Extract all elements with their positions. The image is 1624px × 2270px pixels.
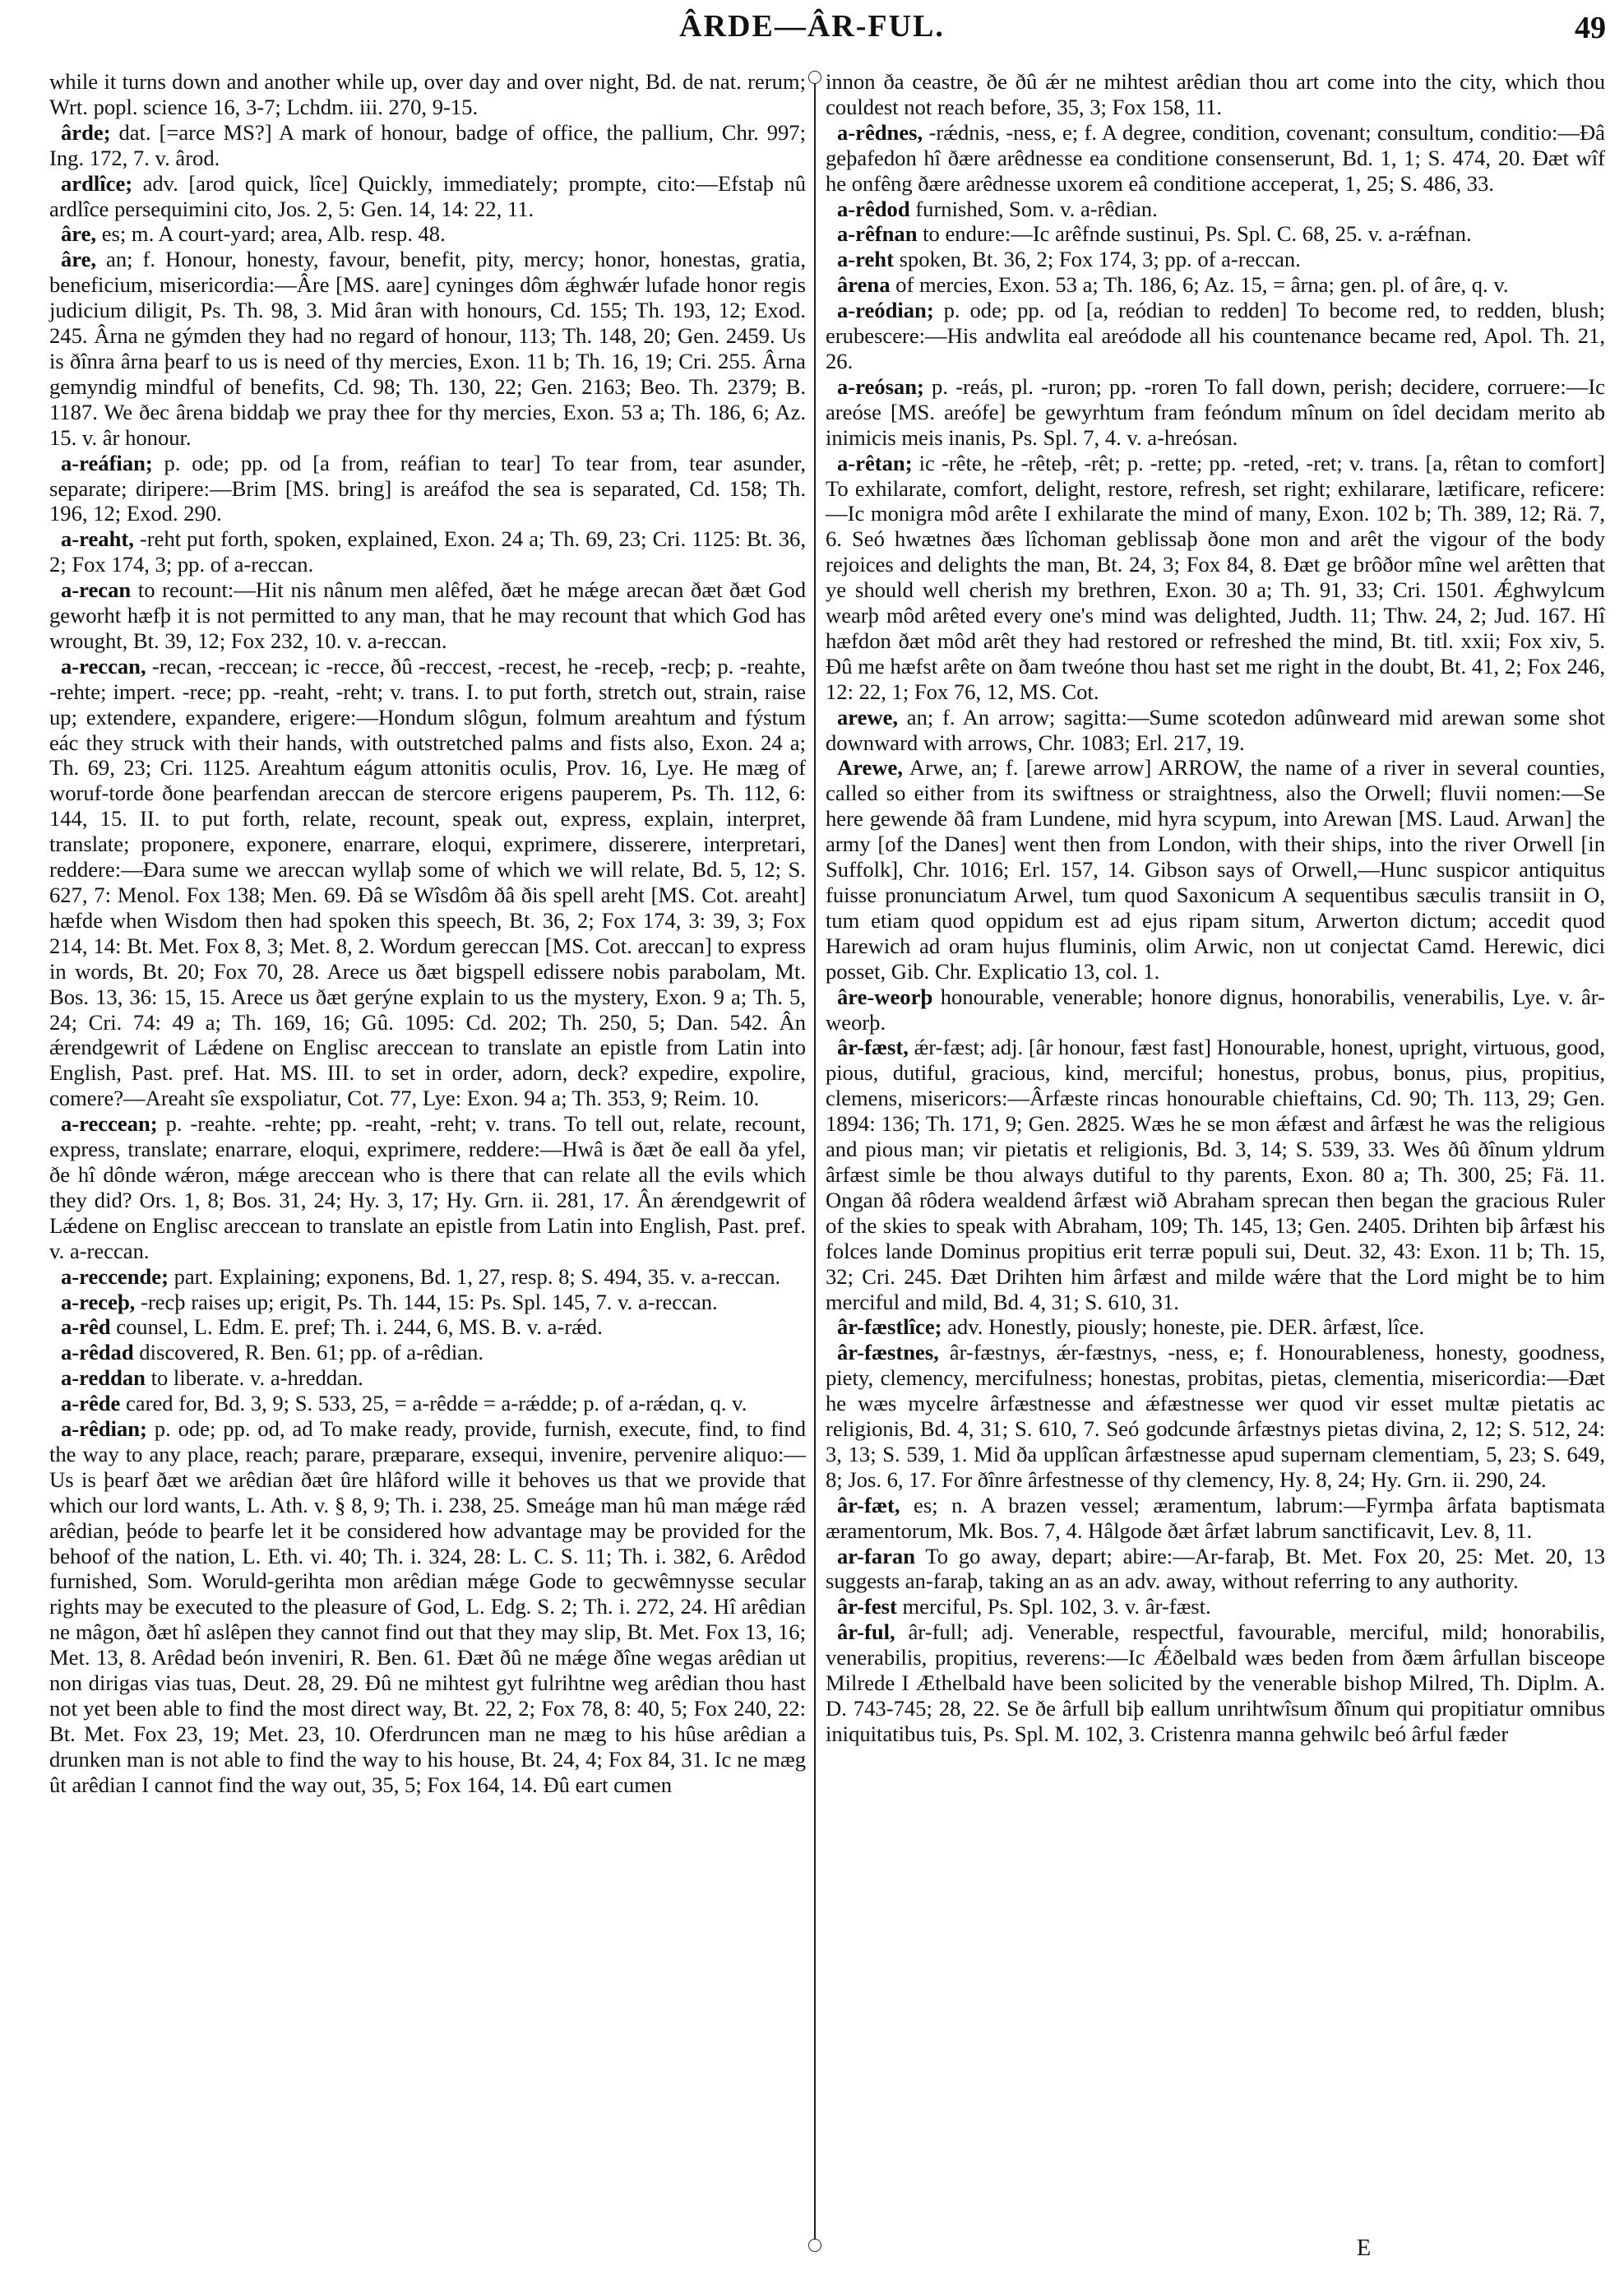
dictionary-entry — [826, 1035, 1605, 1314]
dictionary-entry — [49, 1391, 806, 1416]
entry-body: es; n. A brazen vessel; æramentum, labrum:—Fyrmþa ârfata baptismata æramentorum, Mk. Bos. 7, 4. Hâlgode ðæt ârfæt labrum sanctificavit, Lev. 8, 11. — [826, 1492, 1605, 1543]
entry-headword: a-rêdod — [837, 196, 910, 221]
dictionary-entry — [826, 984, 1605, 1035]
entry-body: ic -rête, he -rêteþ, -rêt; p. -rette; pp. -reted, -ret; v. trans. [a, rêtan to comfort] To exhilarate, comfort, delight, restore, refresh, set right; exhilarare, lætificare, reficere:—Ic monigra môd arête I exhilarate the mind of many, Exon. 102 b; Th. 389, 12; Rä. 7, 6. Seó hwætnes ðæs lîchoman geblissaþ ðone mon and arêt the vigour of the body rejoices and delights the man, Bt. 24, 3; Fox 84, 8. Ðæt ge brôðor mîne wel arêtten that ye should well cherish my brethren, Exon. 30 a; Th. 91, 33; Cri. 1501. Ǽghwylcum wearþ môd arêted every one's mind was delighted, Judth. 11; Thw. 24, 2; Jud. 167. Hî hæfdon ðæt môd arêt they had restored or refreshed the mind, Bt. titl. xxii; Fox xiv, 5. Ðû me hæfst arête on ðam tweóne thou hast set me right in the doubt, Bt. 41, 2; Fox 246, 12: 22, 1; Fox 76, 12, MS. Cot. — [826, 450, 1605, 704]
dictionary-entry — [49, 1416, 806, 1798]
dictionary-entry — [826, 272, 1605, 298]
divider-ornament-bottom — [808, 2239, 821, 2252]
entry-body: an; f. Honour, honesty, favour, benefit, pity, mercy; honor, honestas, gratia, beneficium, misericordia:—Âre [MS. aare] cyninges dôm ǽghwǽr lufade honor regis judicium diligit, Ps. Th. 98, 3. Mid âran with honours, Cd. 155; Th. 193, 12; Exod. 245. Ârna ne gýmden they had no regard of honour, 113; Th. 148, 20; Gen. 2459. Us is ðînra ârna þearf to us is need of thy mercies, Exon. 11 b; Th. 16, 19; Cri. 255. Ârna gemyndig mindful of benefits, Cd. 98; Th. 130, 22; Gen. 2163; Beo. Th. 2379; B. 1187. We ðec ârena biddaþ we pray thee for thy mercies, Exon. 53 a; Th. 186, 6; Az. 15. v. âr honour. — [49, 247, 806, 450]
entry-headword: ardlîce; — [61, 170, 133, 196]
entry-headword: a-reccan, — [61, 653, 146, 679]
entry-body: -recan, -reccean; ic -recce, ðû -reccest, -recest, he -receþ, -recþ; p. -reahte, -rehte; impert. -rece; pp. -reaht, -reht; v. trans. I. to put forth, stretch out, strain, raise up; extendere, expandere, erigere:—Hondum slôgun, folmum areahtum and fýstum eác they struck with their hands, with outstretched palms and fists also, Exon. 24 a; Th. 69, 23; Cri. 1125. Areahtum eágum attonitis oculis, Prov. 16, Lye. He mæg of woruf-torde ðone þearfendan areccan de stercore erigens pauperem, Ps. Th. 112, 6: 144, 15. II. to put forth, relate, recount, speak out, express, explain, interpret, translate; proponere, exponere, enarrare, eloqui, exprimere, disserere, interpretari, reddere:—Ðara sume we areccan wyllaþ some of which we will relate, Bd. 5, 12; S. 627, 7: Menol. Fox 138; Men. 69. Ðâ se Wîsdôm ðâ ðis spell areht [MS. Cot. areaht] hæfde when Wisdom then had spoken this speech, Bt. 36, 2; Fox 174, 3: 39, 3; Fox 214, 14: Bt. Met. Fox 8, 3; Met. 8, 2. Wordum gereccan [MS. Cot. areccan] to express in words, Bt. 20; Fox 70, 28. Arece us ðæt bigspell edissere nobis parabolam, Mt. Bos. 13, 36: 15, 15. Arece us ðæt gerýne explain to us the mystery, Exon. 9 a; Th. 5, 24; Cri. 74: 49 a; Th. 169, 16; Gû. 1095: Cd. 202; Th. 250, 5; Dan. 542. Ân ǽrendgewrit of Lǽdene on Englisc areccean to translate an epistle from Latin into English, Past. pref. Hat. MS. III. to set in order, adorn, deck? expedire, expolire, comere?—Areaht sîe exspoliatur, Cot. 77, Lye: Exon. 94 a; Th. 353, 9; Reim. 10. — [49, 653, 806, 1111]
dictionary-entry — [826, 298, 1605, 374]
left-column — [49, 69, 806, 1798]
dictionary-entry — [826, 247, 1605, 272]
entry-headword: Arewe, — [837, 755, 903, 781]
entry-body: innon ða ceastre, ðe ðû ǽr ne mihtest arêdian thou art come into the city, which thou couldest not reach before, 35, 3; Fox 158, 11. — [826, 69, 1605, 119]
entry-headword: a-reht — [837, 247, 894, 272]
dictionary-entry — [826, 1493, 1605, 1544]
entry-body: spoken, Bt. 36, 2; Fox 174, 3; pp. of a-reccan. — [893, 247, 1301, 272]
entry-headword: a-rêtan; — [837, 450, 913, 475]
dictionary-entry — [826, 1594, 1605, 1619]
entry-body: -recþ raises up; erigit, Ps. Th. 144, 15: Ps. Spl. 145, 7. v. a-reccan. — [135, 1289, 718, 1314]
page-title: ÂRDE—ÂR-FUL. — [679, 9, 945, 44]
page-header — [0, 8, 1624, 49]
entry-body: Arwe, an; f. [arewe arrow] ARROW, the name of a river in several counties, called so either from its swiftness or straightness, also the Orwell; fluvii nomen:—Se here gewende ðâ fram Lundene, mid hyra scypum, into Arewan [MS. Laud. Arwan] the army [of the Danes] went then from London, with their ships, into the river Orwell [in Suffolk], Chr. 1016; Erl. 157, 14. Gibson says of Orwell,—Hunc suspicor antiquitus fuisse pronunciatum Arwel, tum quod Saxonicum A sequentibus sæculis transiit in O, tum etiam quod oppidum est ad ejus ripam situm, Arwerton dictum; accedit quod Harewich ad oram hujus fluminis, olim Arwic, non ut conjectat Camd. Herewic, dici posset, Gib. Chr. Explicatio 13, col. 1. — [826, 755, 1605, 984]
entry-body: es; m. A court-yard; area, Alb. resp. 48. — [96, 221, 446, 247]
dictionary-entry — [49, 69, 806, 120]
entry-body: ǽr-fæst; adj. [âr honour, fæst fast] Honourable, honest, upright, virtuous, good, pious, dutiful, gracious, kind, merciful; honestus, probus, bonus, pius, propitius, clemens, misericors:—Ârfæste rincas honourable chieftains, Cd. 90; Th. 113, 29; Gen. 1894: 136; Th. 171, 9; Gen. 2825. Wæs he se mon ǽfæst and ârfæst he was the religious and pious man; vir pietatis et religionis, Bd. 3, 14; S. 539, 33. Wes ðû ðînum yldrum ârfæst simle be thou always dutiful to thy parents, Exon. 80 a; Th. 300, 25; Fä. 11. Ongan ðâ rôdera wealdend ârfæst wið Abraham sprecan then began the gracious Ruler of the skies to speak with Abraham, 109; Th. 145, 13; Gen. 2405. Drihten biþ ârfæst his folces lande Dominus propitius erit terræ populi sui, Deut. 32, 43: Exon. 11 b; Th. 15, 32; Cri. 245. Ðæt Drihten him ârfæst and milde wǽre that the Lord might be to him merciful and mild, Bd. 4, 31; S. 610, 31. — [826, 1035, 1605, 1314]
dictionary-entry — [826, 221, 1605, 247]
dictionary-entry — [826, 374, 1605, 451]
dictionary-entry — [49, 451, 806, 527]
dictionary-entry — [826, 451, 1605, 705]
entry-headword: a-recan — [61, 577, 132, 603]
entry-body: -rǽdnis, -ness, e; f. A degree, condition, covenant; consultum, conditio:—Ðâ geþafedon hî ðære arêdnesse ea conditione consenserunt, Bd. 1, 1; S. 474, 20. Ðæt wîf he onfêng ðære arêdnesse uxorem eâ conditione acceperat, 1, 25; S. 486, 33. — [826, 119, 1605, 196]
entry-headword: a-reódian; — [837, 298, 934, 323]
entry-body: while it turns down and another while up, over day and over night, Bd. de nat. rerum; Wrt. popl. science 16, 3-7; Lchdm. iii. 270, 9-15. — [49, 69, 806, 119]
entry-headword: âre, — [61, 221, 97, 247]
entry-body: p. ode; pp. od [a, reódian to redden] To become red, to redden, blush; erubescere:—His andwlita eal areódode all his countenance became red, Apol. Th. 21, 26. — [826, 298, 1605, 373]
entry-body: to endure:—Ic arêfnde sustinui, Ps. Spl. C. 68, 25. v. a-rǽfnan. — [917, 221, 1472, 247]
entry-headword: a-receþ, — [61, 1289, 136, 1314]
entry-headword: a-reósan; — [837, 373, 924, 399]
dictionary-entry — [49, 1264, 806, 1290]
entry-body: part. Explaining; exponens, Bd. 1, 27, resp. 8; S. 494, 35. v. a-reccan. — [168, 1263, 781, 1289]
dictionary-entry — [49, 120, 806, 171]
dictionary-entry — [49, 1111, 806, 1263]
dictionary-entry — [826, 1340, 1605, 1492]
entry-headword: a-rêde — [61, 1391, 121, 1416]
dictionary-entry — [49, 171, 806, 222]
entry-body: p. -reás, pl. -ruron; pp. -roren To fall down, perish; decidere, corruere:—Ic areóse [MS. areófe] be gewyrhtum fram feóndum mînum on îdel decidam merito ab inimicis meis inanis, Ps. Spl. 7, 4. v. a-hreósan. — [826, 373, 1605, 450]
entry-headword: âre-weorþ — [837, 984, 933, 1009]
entry-body: p. ode; pp. od [a from, reáfian to tear] To tear from, tear asunder, separate; diripere:—Brim [MS. bring] is areáfod the sea is separated, Cd. 158; Th. 196, 12; Exod. 290. — [49, 450, 806, 526]
dictionary-entry — [49, 1290, 806, 1315]
entry-headword: a-reáfian; — [61, 450, 153, 475]
page-number: 49 — [1575, 11, 1606, 45]
entry-body: discovered, R. Ben. 61; pp. of a-rêdian. — [133, 1340, 484, 1365]
entry-headword: a-rêdad — [61, 1340, 134, 1365]
divider-ornament-top — [808, 71, 821, 84]
dictionary-entry — [826, 705, 1605, 756]
entry-headword: a-reaht, — [61, 526, 134, 552]
entry-headword: âr-fæt, — [837, 1492, 900, 1517]
dictionary-entry — [826, 755, 1605, 984]
entry-body: an; f. An arrow; sagitta:—Sume scotedon adûnweard mid arewan some shot downward with arrows, Chr. 1083; Erl. 217, 19. — [826, 704, 1605, 755]
entry-headword: a-reddan — [61, 1365, 146, 1391]
entry-body: of mercies, Exon. 53 a; Th. 186, 6; Az. 15, = ârna; gen. pl. of âre, q. v. — [890, 272, 1509, 298]
entry-headword: a-rêdnes, — [837, 119, 923, 145]
entry-body: furnished, Som. v. a-rêdian. — [909, 196, 1158, 221]
entry-headword: ârde; — [61, 119, 111, 145]
entry-headword: a-reccean; — [61, 1111, 158, 1137]
entry-headword: a-rêdian; — [61, 1416, 147, 1442]
entry-headword: âre, — [61, 247, 97, 272]
dictionary-entry — [826, 1544, 1605, 1595]
entry-body: adv. Honestly, piously; honeste, pie. DER. ârfæst, lîce. — [942, 1314, 1425, 1340]
entry-headword: a-rêfnan — [837, 221, 918, 247]
dictionary-entry — [49, 247, 806, 450]
dictionary-entry — [49, 1365, 806, 1391]
entry-body: cared for, Bd. 3, 9; S. 533, 25, = a-rêdde = a-rǽdde; p. of a-rǽdan, q. v. — [120, 1391, 747, 1416]
entry-headword: âr-fæst, — [837, 1035, 909, 1060]
signature-mark: E — [1357, 2235, 1372, 2261]
entry-headword: a-rêd — [61, 1314, 111, 1340]
entry-body: âr-full; adj. Venerable, respectful, favourable, merciful, mild; honorabilis, venerabilis, propitius, reverens:—Ic Ǽðelbald wæs beden from ðæm ârfullan bisceope Milrede I Æthelbald have been solicited by the venerable bishop Milred, Th. Diplm. A. D. 743-745; 28, 22. Se ðe ârfull biþ eallum unrihtwîsum ðînum qui propitiatur omnibus iniquitatibus tuis, Ps. Spl. M. 102, 3. Cristenra manna gehwilc beó ârful fæder — [826, 1619, 1605, 1746]
dictionary-entry — [49, 1314, 806, 1340]
dictionary-entry — [826, 197, 1605, 222]
dictionary-entry — [826, 1314, 1605, 1340]
right-column — [826, 69, 1605, 1747]
entry-headword: âr-fest — [837, 1594, 897, 1619]
entry-body: âr-fæstnys, ǽr-fæstnys, -ness, e; f. Honourableness, honesty, goodness, piety, clemency, mercifulness; honestas, probitas, pietas, clementia, misericordia:—Ðæt he wæs mycelre ârfæstnesse and ǽfæstnesse wer quod vir esset multæ pietatis ac religionis, Bd. 4, 31; S. 610, 7. Seó godcunde ârfæstnys pietas divina, 2, 12; S. 512, 24: 3, 13; S. 539, 1. Mid ða upplîcan ârfæstnesse apud supernam clementiam, 5, 23; S. 649, 8; Jos. 6, 17. For ðînre ârfestnesse of thy clemency, Hy. 8, 24; Hy. Grn. ii. 290, 24. — [826, 1340, 1605, 1492]
entry-headword: âr-fæstnes, — [837, 1340, 939, 1365]
entry-headword: arewe, — [837, 704, 899, 730]
dictionary-entry — [49, 1340, 806, 1365]
entry-headword: âr-ful, — [837, 1619, 895, 1645]
entry-headword: ar-faran — [837, 1543, 916, 1568]
dictionary-entry — [49, 221, 806, 247]
entry-body: adv. [arod quick, lîce] Quickly, immediately; prompte, cito:—Efstaþ nû ardlîce persequimini cito, Jos. 2, 5: Gen. 14, 14: 22, 11. — [49, 170, 806, 221]
dictionary-entry — [49, 526, 806, 577]
entry-headword: âr-fæstlîce; — [837, 1314, 942, 1340]
dictionary-entry — [826, 120, 1605, 197]
entry-body: to recount:—Hit nis nânum men alêfed, ðæt he mǽge arecan ðæt ðæt God geworht hæfþ it is not permitted to any man, that he may recount that which God has wrought, Bt. 39, 12; Fox 232, 10. v. a-reccan. — [49, 577, 806, 653]
entry-body: p. ode; pp. od, ad To make ready, provide, furnish, execute, find, to find the way to any place, reach; parare, præparare, exsequi, invenire, pervenire aliquo:—Us is þearf ðæt we arêdian ðæt ûre hlâford wille it behoves us that we provide that which our lord wants, L. Ath. v. § 8, 9; Th. i. 238, 25. Smeáge man hû man mǽge rǽd arêdian, þeóde to þearfe let it be considered how advantage may be provided for the behoof of the nation, L. Eth. vi. 40; Th. i. 324, 28: L. C. S. 11; Th. i. 382, 6. Arêdod furnished, Som. Woruld-gerihta mon arêdian mǽge Gode to gecwêmnysse secular rights may be executed to the pleasure of God, L. Edg. S. 2; Th. i. 272, 24. Hî arêdian ne mâgon, ðæt hî aslêpen they cannot find out that they may slip, Bt. Met. Fox 13, 16; Met. 13, 8. Arêdad beón inveniri, R. Ben. 61. Ðæt ðû ne mǽge ðîne wegas arêdian ut non dirigas vias tuas, Deut. 28, 29. Ðû ne mihtest gyt fulrihtne weg arêdian thou hast not yet been able to find the most direct way, Bt. 22, 2; Fox 78, 8: 40, 5; Fox 240, 22: Bt. Met. Fox 23, 19; Met. 23, 10. Oferdruncen man ne mæg to his hûse arêdian a drunken man is not able to find the way to his house, Bt. 24, 4; Fox 84, 31. Ic ne mæg ût arêdian I cannot find the way out, 35, 5; Fox 164, 14. Ðû eart cumen — [49, 1416, 806, 1797]
entry-body: To go away, depart; abire:—Ar-faraþ, Bt. Met. Fox 20, 25: Met. 20, 13 suggests an-faraþ, taking an as an adv. away, without referring to any authority. — [826, 1543, 1605, 1594]
entry-body: dat. [=arce MS?] A mark of honour, badge of office, the pallium, Chr. 997; Ing. 172, 7. v. ârod. — [49, 119, 806, 170]
entry-body: honourable, venerable; honore dignus, honorabilis, venerabilis, Lye. v. âr-weorþ. — [826, 984, 1605, 1035]
dictionary-entry — [49, 654, 806, 1111]
entry-body: counsel, L. Edm. E. pref; Th. i. 244, 6, MS. B. v. a-rǽd. — [110, 1314, 603, 1340]
column-divider — [814, 72, 816, 2244]
entry-headword: a-reccende; — [61, 1263, 169, 1289]
dictionary-entry — [826, 1619, 1605, 1747]
entry-body: to liberate. v. a-hreddan. — [145, 1365, 363, 1391]
entry-headword: ârena — [837, 272, 891, 298]
dictionary-entry — [826, 69, 1605, 120]
dictionary-entry — [49, 577, 806, 654]
entry-body: -reht put forth, spoken, explained, Exon. 24 a; Th. 69, 23; Cri. 1125: Bt. 36, 2; Fox 174, 3; pp. of a-reccan. — [49, 526, 806, 577]
entry-body: p. -reahte. -rehte; pp. -reaht, -reht; v. trans. To tell out, relate, recount, express, translate; enarrare, eloqui, exprimere, reddere:—Hwâ is ðæt ðe eall ða yfel, ðe hî dônde wǽron, mǽge areccean who is there that can relate all the evils which they did? Ors. 1, 8; Bos. 31, 24; Hy. 3, 17; Hy. Grn. ii. 281, 17. Ân ǽrendgewrit of Lǽdene on Englisc areccean to translate an epistle from Latin into English, Past. pref. v. a-reccan. — [49, 1111, 806, 1263]
entry-body: merciful, Ps. Spl. 102, 3. v. âr-fæst. — [896, 1594, 1211, 1619]
